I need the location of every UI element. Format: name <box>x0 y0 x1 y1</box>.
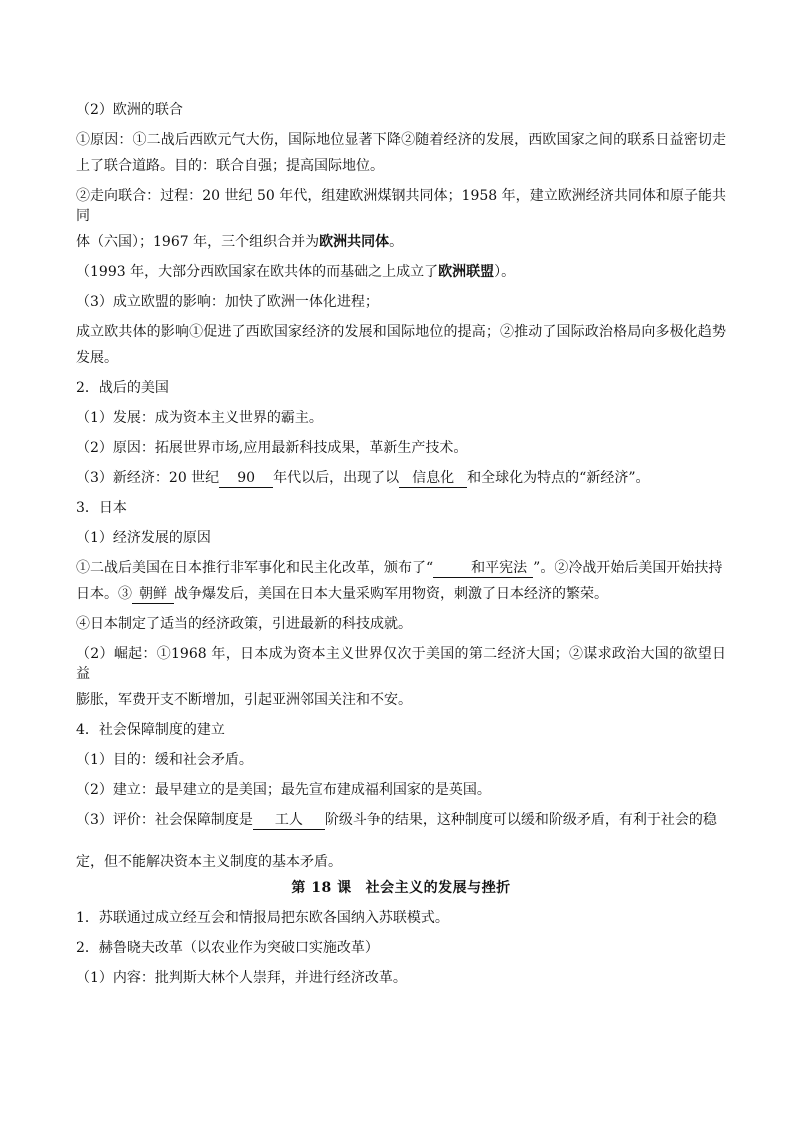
heading-japan: 3．日本 <box>76 500 127 516</box>
text-segment: （3）评价：社会保障制度是 <box>76 812 253 828</box>
paragraph-eu-impact: （3）成立欧盟的影响：加快了欧洲一体化进程； <box>76 294 379 310</box>
filled-blank-peace-constitution: 和平宪法 <box>433 560 533 578</box>
paragraph-union-process: ②走向联合：过程：20 世纪 50 年代，组建欧洲煤钢共同体；1958 年，建立欧洲经济共同体和原子能共同 <box>76 188 726 224</box>
lesson-number: 第 18 课 <box>291 880 352 896</box>
paragraph-usa-development: （1）发展：成为资本主义世界的霸主。 <box>76 410 323 426</box>
text-segment: 日本。③ <box>76 586 132 602</box>
bold-term-eu: 欧洲联盟 <box>438 264 495 280</box>
paragraph-japan-korean-war <box>76 584 726 604</box>
text-segment: 。 <box>389 234 404 250</box>
lesson-title <box>76 878 726 898</box>
paragraph-ec-impact-cont: 发展。 <box>76 350 118 366</box>
paragraph-social-security-establishment: （2）建立：最早建立的是美国；最先宣布建成福利国家的是英国。 <box>76 782 491 798</box>
bold-term-ec: 欧洲共同体 <box>319 234 390 250</box>
filled-blank-informatization: 信息化 <box>399 470 467 488</box>
filled-blank-korea: 朝鲜 <box>132 586 174 604</box>
document-body <box>76 100 726 998</box>
text-segment: （3）新经济：20 世纪 <box>76 470 220 486</box>
paragraph-social-security-evaluation <box>76 810 726 830</box>
paragraph-social-security-purpose: （1）目的：缓和社会矛盾。 <box>76 752 253 768</box>
text-segment: 和全球化为特点的“新经济”。 <box>467 470 650 486</box>
paragraph-soviet-model: 1．苏联通过成立经互会和情报局把东欧各国纳入苏联模式。 <box>76 910 449 926</box>
paragraph-japan-rise-cont: 膨胀，军费开支不断增加，引起亚洲邻国关注和不安。 <box>76 692 412 708</box>
heading-social-security: 4．社会保障制度的建立 <box>76 722 225 738</box>
filled-blank-90: 90 <box>219 470 273 488</box>
filled-blank-workers: 工人 <box>253 812 325 830</box>
paragraph-reasons-cont: 上了联合道路。目的：联合自强；提高国际地位。 <box>76 158 384 174</box>
text-segment: 阶级斗争的结果，这种制度可以缓和阶级矛盾，有利于社会的稳 <box>324 812 717 828</box>
paragraph-new-economy <box>76 468 726 488</box>
paragraph-japan-policy: ④日本制定了适当的经济政策，引进最新的科技成就。 <box>76 616 412 632</box>
text-segment: 体（六国）；1967 年，三个组织合并为 <box>76 234 320 250</box>
heading-khrushchev-reform: 2．赫鲁晓夫改革（以农业作为突破口实施改革） <box>76 940 379 956</box>
text-segment: ）。 <box>494 264 516 280</box>
paragraph-usa-reasons: （2）原因：拓展世界市场,应用最新科技成果，革新生产技术。 <box>76 440 468 456</box>
text-segment: ”。②冷战开始后美国开始扶持 <box>533 560 723 576</box>
paragraph-reasons: ①原因：①二战后西欧元气大伤，国际地位显著下降②随着经济的发展，西欧国家之间的联系日益密切走 <box>76 132 726 148</box>
heading-european-union: （2）欧洲的联合 <box>76 102 183 118</box>
text-segment: 战争爆发后，美国在日本大量采购军用物资，刺激了日本经济的繁荣。 <box>174 586 608 602</box>
paragraph-social-security-evaluation-cont: 定，但不能解决资本主义制度的基本矛盾。 <box>76 854 342 870</box>
paragraph-ec-impact: 成立欧共体的影响①促进了西欧国家经济的发展和国际地位的提高；②推动了国际政治格局向多极化趋势 <box>76 324 726 340</box>
paragraph-japan-reform <box>76 558 726 578</box>
paragraph-eu-1993 <box>76 262 726 282</box>
paragraph-japan-rise: （2）崛起：①1968 年，日本成为资本主义世界仅次于美国的第二经济大国；②谋求政治大国的欲望日益 <box>76 646 726 682</box>
paragraph-union-process-cont <box>76 232 726 252</box>
lesson-name: 社会主义的发展与挫折 <box>365 880 511 896</box>
paragraph-reform-content: （1）内容：批判斯大林个人崇拜，并进行经济改革。 <box>76 970 407 986</box>
heading-postwar-usa: 2．战后的美国 <box>76 380 169 396</box>
text-segment: （1993 年，大部分西欧国家在欧共体的而基础之上成立了 <box>76 264 439 280</box>
text-segment: 年代以后，出现了以 <box>273 470 400 486</box>
text-segment: ①二战后美国在日本推行非军事化和民主化改革，颁布了“ <box>76 560 434 576</box>
heading-japan-reasons: （1）经济发展的原因 <box>76 530 211 546</box>
